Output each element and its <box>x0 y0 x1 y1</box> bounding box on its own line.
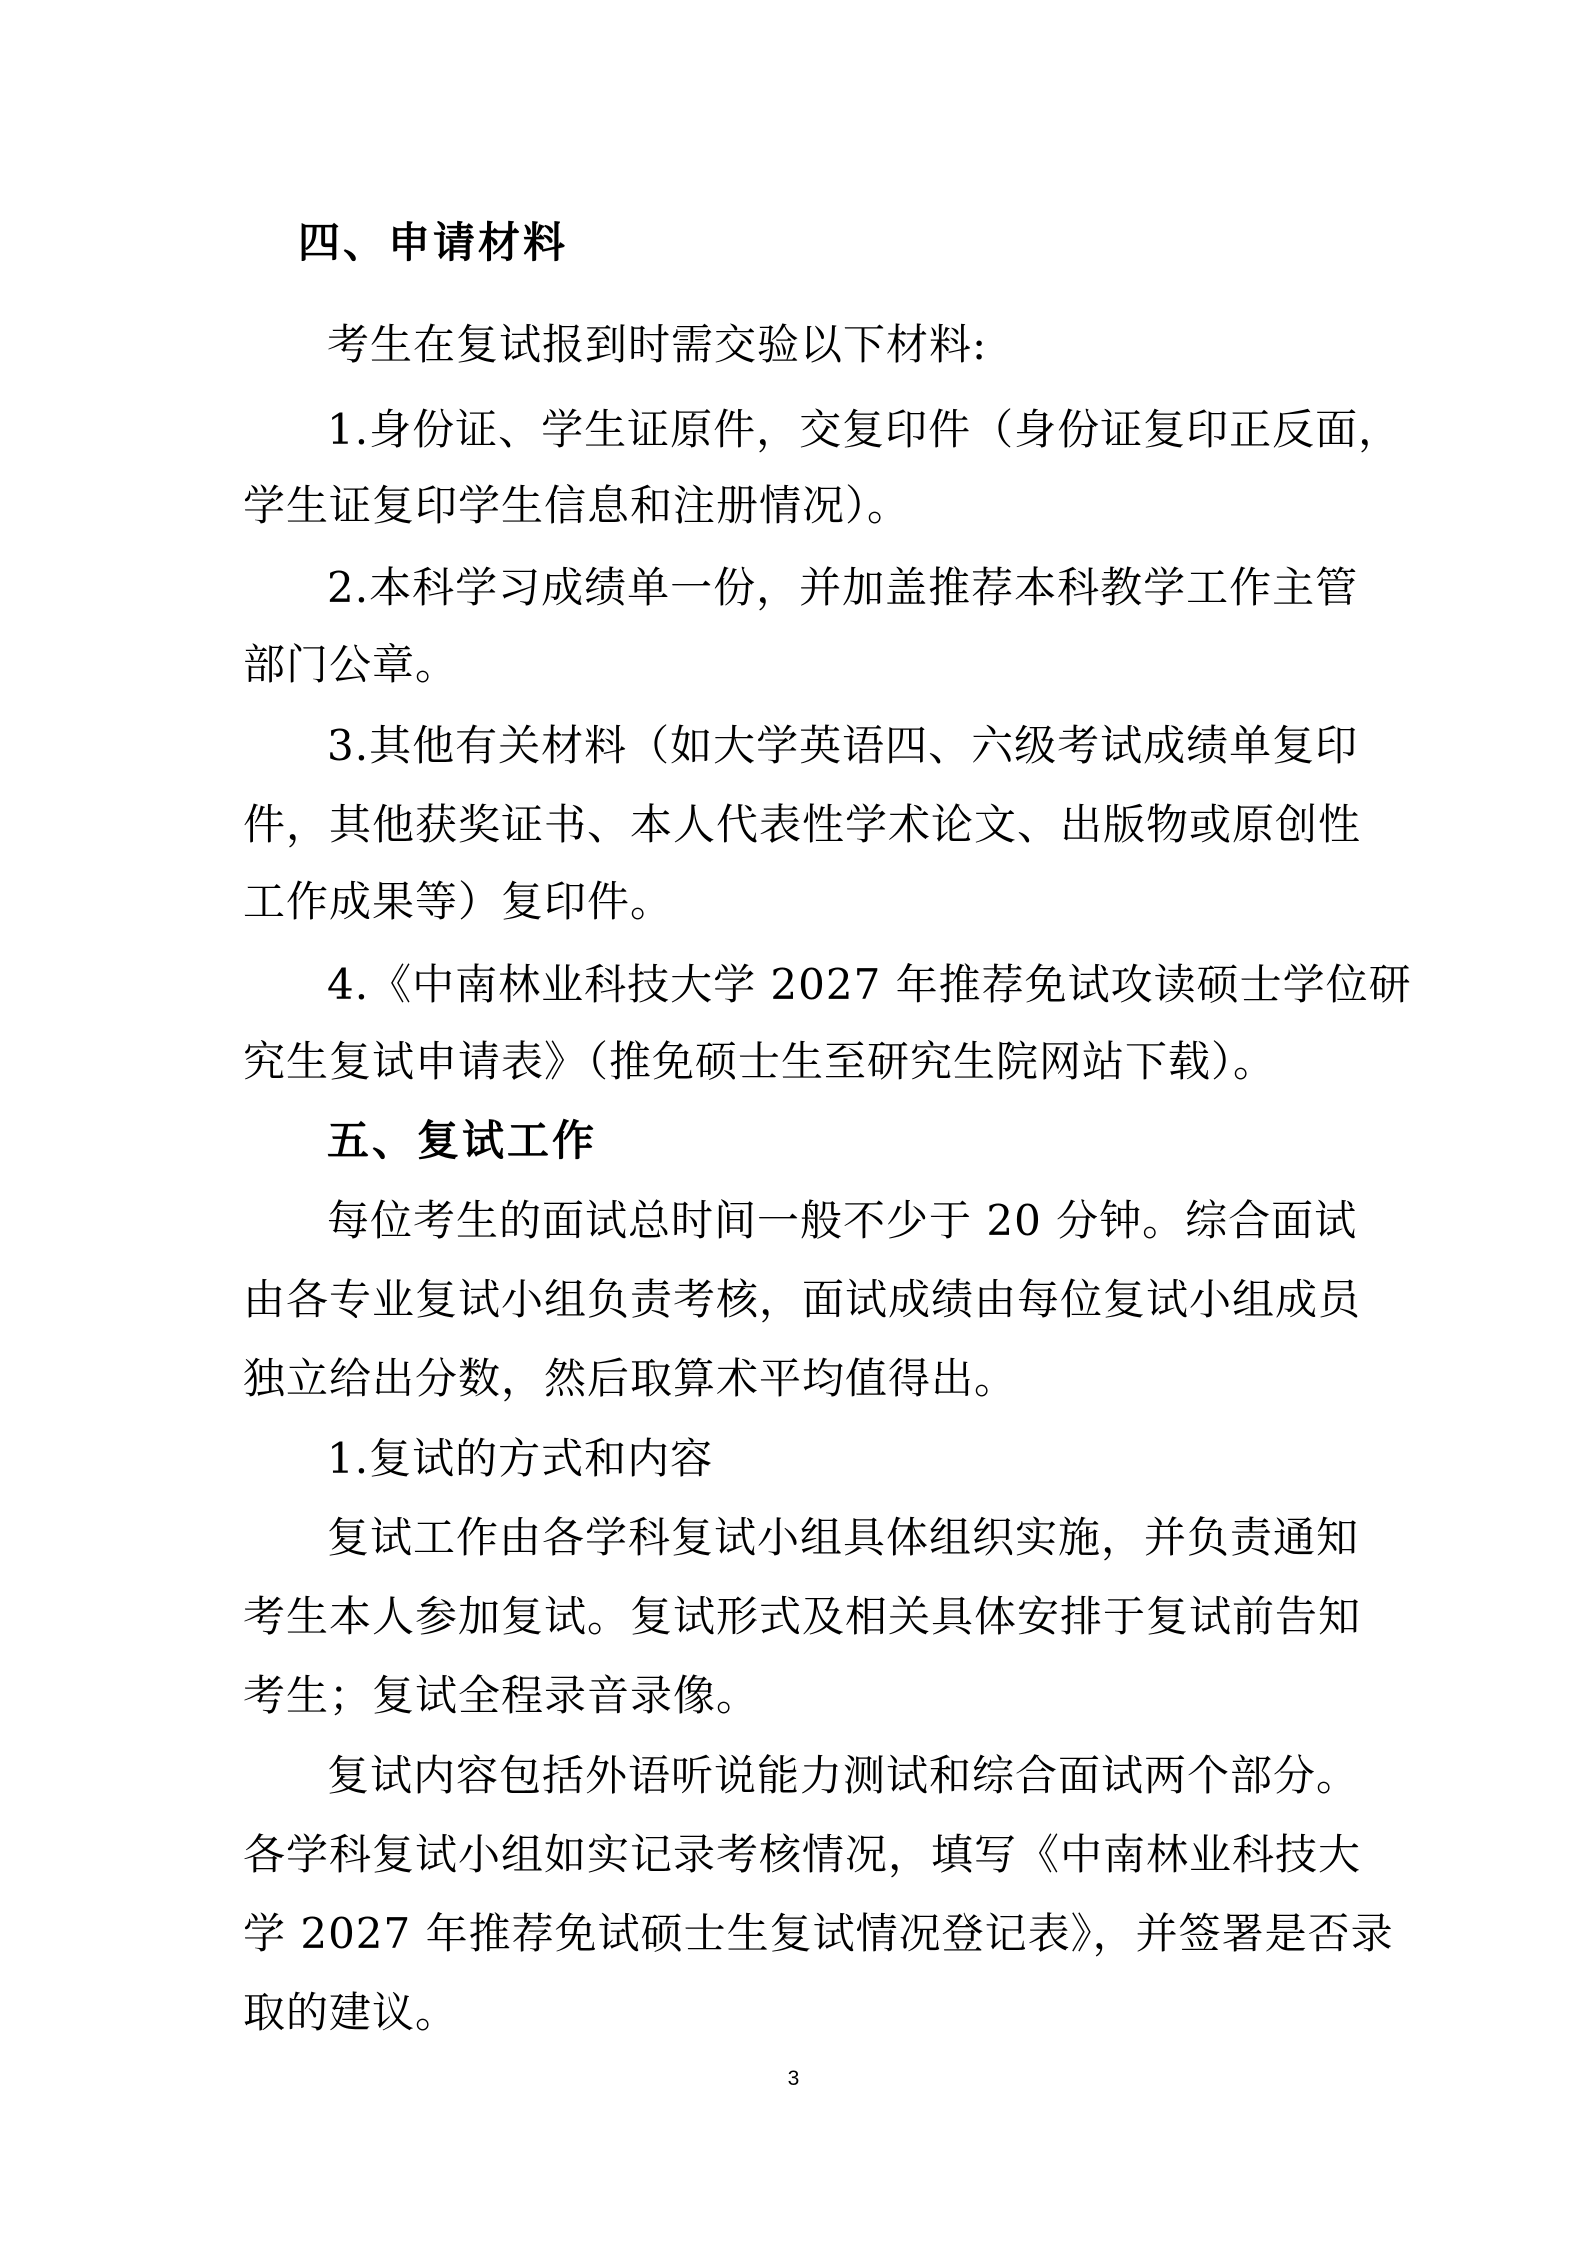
reexam-para-2-line-1: 复试工作由各学科复试小组具体组织实施，并负责通知 <box>327 1513 1360 1562</box>
reexam-para-3-line-2: 各学科复试小组如实记录考核情况，填写《中南林业科技大 <box>243 1830 1362 1879</box>
material-item-3-line-3: 工作成果等）复印件。 <box>243 877 674 926</box>
section-heading-reexam-work: 五、复试工作 <box>327 1116 598 1165</box>
material-item-3-line-1: 3.其他有关材料（如大学英语四、六级考试成绩单复印 <box>327 721 1359 770</box>
material-item-2-line-2: 部门公章。 <box>243 640 459 689</box>
materials-intro: 考生在复试报到时需交验以下材料: <box>327 320 988 369</box>
reexam-para-1-line-1: 每位考生的面试总时间一般不少于 20 分钟。综合面试 <box>327 1196 1358 1245</box>
reexam-para-3-line-1: 复试内容包括外语听说能力测试和综合面试两个部分。 <box>327 1751 1360 1800</box>
reexam-para-2-line-3: 考生；复试全程录音录像。 <box>243 1671 760 1720</box>
reexam-para-1-line-2: 由各专业复试小组负责考核，面试成绩由每位复试小组成员 <box>243 1275 1362 1324</box>
material-item-3-line-2: 件，其他获奖证书、本人代表性学术论文、出版物或原创性 <box>243 800 1362 849</box>
material-item-4-line-1: 4.《中南林业科技大学 2027 年推荐免试攻读硕士学位研 <box>327 960 1412 1009</box>
material-item-2-line-1: 2.本科学习成绩单一份，并加盖推荐本科教学工作主管 <box>327 563 1359 612</box>
page-number: 3 <box>787 2067 800 2090</box>
reexam-para-2-line-2: 考生本人参加复试。复试形式及相关具体安排于复试前告知 <box>243 1592 1362 1641</box>
material-item-1-line-1: 1.身份证、学生证原件，交复印件（身份证复印正反面， <box>327 405 1402 454</box>
reexam-para-3-line-3: 学 2027 年推荐免试硕士生复试情况登记表》，并签署是否录 <box>243 1909 1394 1958</box>
reexam-para-3-line-4: 取的建议。 <box>243 1988 459 2037</box>
material-item-1-line-2: 学生证复印学生信息和注册情况）。 <box>243 481 911 530</box>
section-heading-application-materials: 四、申请材料 <box>298 218 569 267</box>
subsection-title-method-content: 1.复试的方式和内容 <box>327 1434 714 1483</box>
reexam-para-1-line-3: 独立给出分数，然后取算术平均值得出。 <box>243 1354 1018 1403</box>
material-item-4-line-2: 究生复试申请表》（推免硕士生至研究生院网站下载）。 <box>243 1037 1277 1086</box>
